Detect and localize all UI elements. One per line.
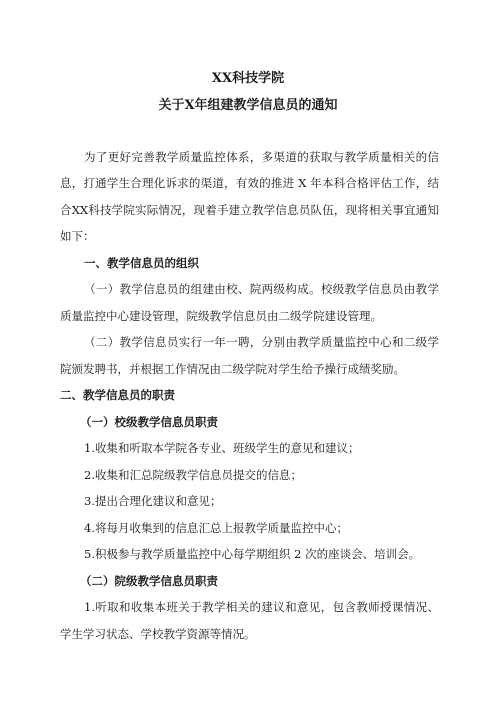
school-name: XX科技学院 bbox=[211, 71, 285, 86]
intro-line-3: 合XX科技学院实际情况，现着手建立教学信息员队伍，现将相关事宜通知 bbox=[60, 203, 439, 217]
intro-line-4: 如下： bbox=[60, 229, 95, 243]
section-2-heading: 二、教学信息员的职责 bbox=[60, 388, 175, 402]
list-item-line-1: 1.听取和收集本班关于教学相关的建议和意见，包含教师授课情况、 bbox=[84, 600, 439, 614]
intro-line-2: 息，打通学生合理化诉求的渠道，有效的推进 X 年本科合格评估工作，结 bbox=[60, 176, 439, 190]
section-1-p2-line-1: （二）教学信息员实行一年一聘，分别由教学质量监控中心和二级学 bbox=[84, 335, 439, 349]
list-item-line-2: 学生学习状态、学校教学资源等情况。 bbox=[60, 627, 256, 641]
list-item: 3.提出合理化建议和意见； bbox=[84, 494, 222, 508]
section-1-p1-line-2: 质量监控中心建设管理，院级教学信息员由二级学院建设管理。 bbox=[60, 309, 382, 323]
list-item: 4.将每月收集到的信息汇总上报教学质量监控中心； bbox=[84, 521, 348, 535]
intro-line-1: 为了更好完善教学质量监控体系，多渠道的获取与教学质量相关的信 bbox=[84, 150, 439, 164]
section-1-heading: 一、教学信息员的组织 bbox=[84, 256, 199, 270]
list-item: 2.收集和汇总院级教学信息员提交的信息； bbox=[84, 468, 302, 482]
subsection-1-heading: （一）校级教学信息员职责 bbox=[80, 415, 218, 429]
list-item: 5.积极参与教学质量监控中心每学期组织 2 次的座谈会、培训会。 bbox=[84, 547, 421, 561]
subsection-2-heading: （二）院级教学信息员职责 bbox=[80, 574, 218, 588]
section-1-p2-line-2: 院颁发聘书，并根据工作情况由二级学院对学生给予操行成绩奖励。 bbox=[60, 362, 405, 376]
section-1-p1-line-1: （一）教学信息员的组建由校、院两级构成。校级教学信息员由教学 bbox=[84, 282, 439, 296]
list-item: 1.收集和听取本学院各专业、班级学生的意见和建议； bbox=[84, 441, 360, 455]
notice-title: 关于X年组建教学信息员的通知 bbox=[158, 98, 338, 113]
